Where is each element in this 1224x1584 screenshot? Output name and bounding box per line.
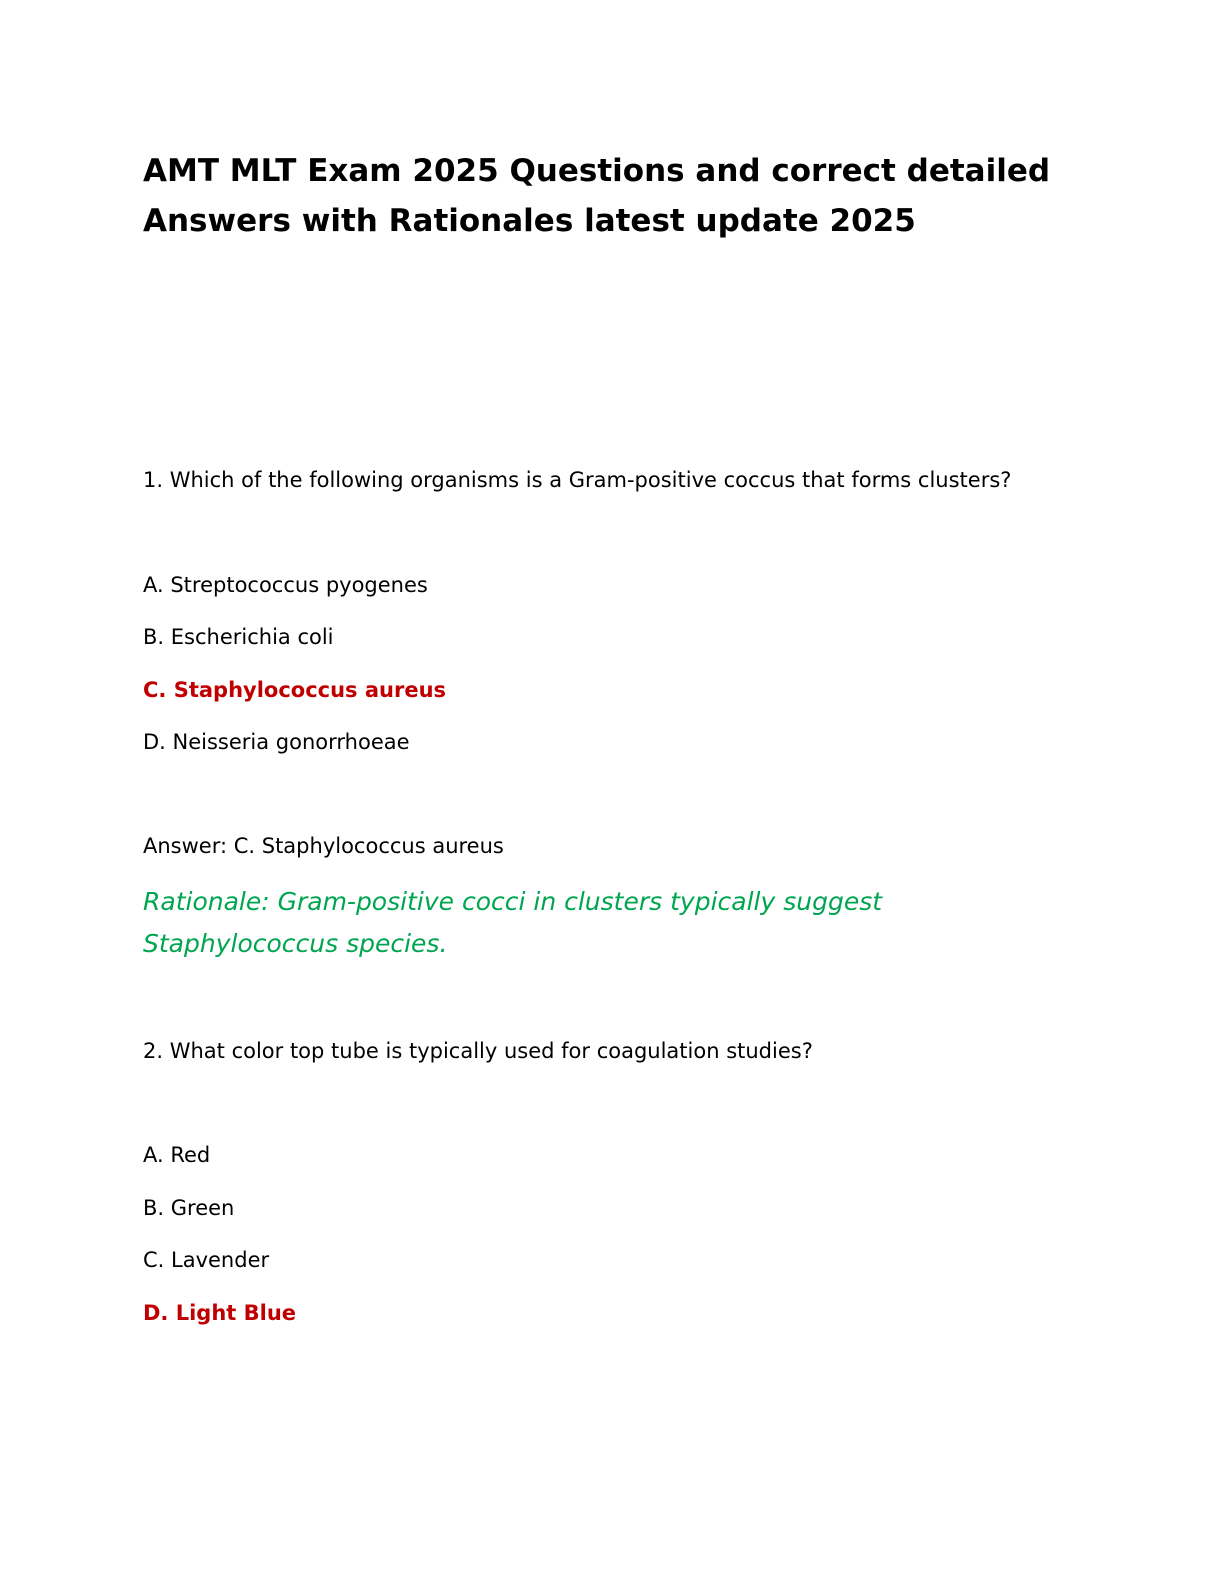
question-2-option-d-correct: D. Light Blue [143,1301,297,1325]
question-2-option-c: C. Lavender [143,1248,270,1272]
question-1-option-b: B. Escherichia coli [143,625,334,649]
question-2-option-a: A. Red [143,1143,211,1167]
question-1-text: 1. Which of the following organisms is a Gram-positive coccus that forms clusters? [143,468,1012,492]
question-1-answer: Answer: C. Staphylococcus aureus [143,834,504,858]
question-1-option-c-correct: C. Staphylococcus aureus [143,678,447,702]
question-1-rationale: Rationale: Gram-positive cocci in clusters typically suggest Staphylococcus species. [143,887,883,958]
question-1-option-a: A. Streptococcus pyogenes [143,573,428,597]
question-1-option-d: D. Neisseria gonorrhoeae [143,730,410,754]
question-2-option-b: B. Green [143,1196,235,1220]
question-2-text: 2. What color top tube is typically used for coagulation studies? [143,1039,813,1063]
document-title: AMT MLT Exam 2025 Questions and correct detailed Answers with Rationales latest update 2025 [143,153,1051,239]
